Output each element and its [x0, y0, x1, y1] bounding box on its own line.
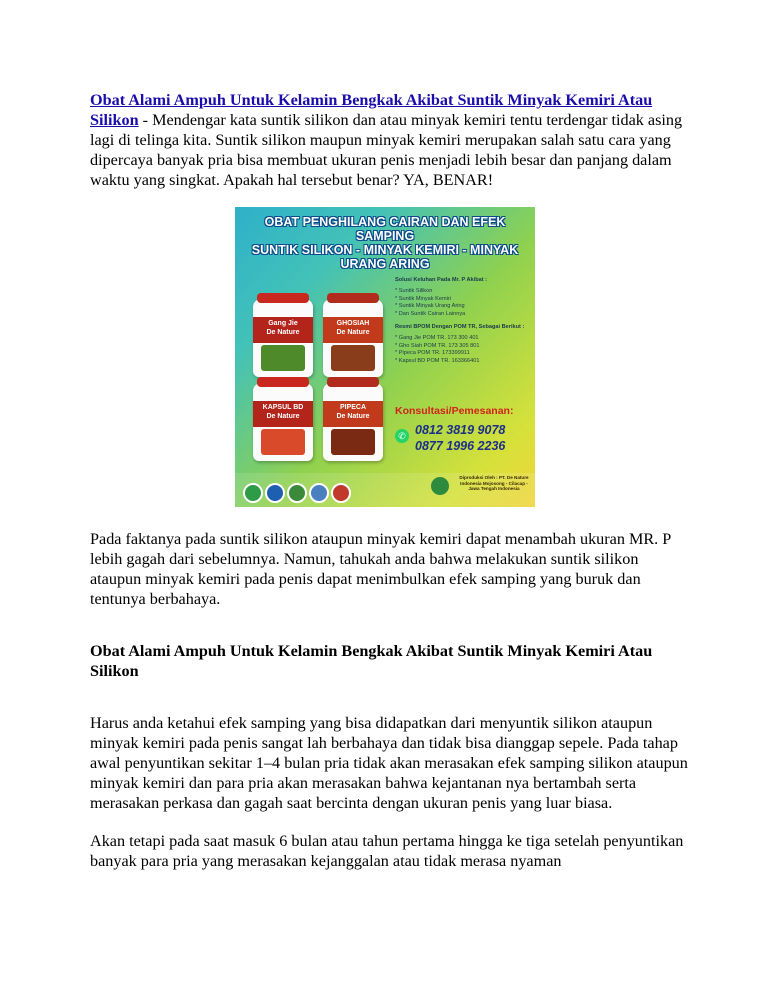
quality-badge-icon — [309, 483, 329, 503]
article-title-link[interactable]: Obat Alami Ampuh Untuk Kelamin Bengkak Akibat Suntik Minyak Kemiri Atau Silikon — [90, 91, 653, 129]
phone-numbers: 0812 3819 9078 0877 1996 2236 — [415, 423, 506, 453]
product-jar-ghosiah: GHOSIAH De Nature — [323, 299, 383, 377]
product-jar-pipeca: PIPECA De Nature — [323, 383, 383, 461]
article — [90, 90, 690, 871]
halal-badge-icon — [287, 483, 307, 503]
product-image — [235, 207, 535, 507]
intro-text: - Mendengar kata suntik silikon dan atau minyak kemiri tentu terdengar tidak asing lagi di telinga kita. Suntik silikon maupun minyak kemiri merupakan salah satu cara yang dipercaya banyak pria bisa membuat ukuran penis menjadi lebih besar dan panjang dalam waktu yang singkat. Apakah hal tersebut benar? YA, BENAR! — [90, 111, 683, 189]
product-info: Solusi Keluhan Pada Mr. P Akibat : * Suntik Silikon * Suntik Minyak Kemiri * Suntik Minyak Urang Aring * Dan Suntik Cairan Lainnya Resmi BPOM Dengan POM TR, Sebagai Berikut : * Gang Jie POM TR. 173 300 401 * Gho Siah POM TR. 173 305 801 * Pipeca POM TR. 173399911 * Kapsul BD POM TR. 163366401 — [395, 277, 525, 364]
paragraph-3: Harus anda ketahui efek samping yang bisa didapatkan dari menyuntik silikon ataupun minyak kemiri pada penis sangat lah berbahaya dan tidak bisa dianggap sepele. Pada tahap awal penyuntikan sekitar 1–4 bulan pria tidak akan merasakan efek samping silikon ataupun minyak kemiri dan para pria akan merasakan bahwa kejantanan nya bertambah serta merasakan perkasa dan gagah saat bercinta dengan ukuran penis yang luar biasa. — [90, 714, 688, 812]
bpom-badge-icon — [331, 483, 351, 503]
iso-badge-icon — [265, 483, 285, 503]
image-title: OBAT PENGHILANG CAIRAN DAN EFEK SAMPING SUNTIK SILIKON - MINYAK KEMIRI - MINYAK URANG ARING — [251, 215, 519, 271]
intro-paragraph — [90, 90, 690, 190]
paragraph-4: Akan tetapi pada saat masuk 6 bulan atau tahun pertama hingga ke tiga setelah penyuntikan banyak para pria yang merasakan kejanggalan atau tidak merasa nyaman — [90, 832, 684, 870]
whatsapp-icon: ✆ — [395, 429, 409, 443]
section-heading: Obat Alami Ampuh Untuk Kelamin Bengkak Akibat Suntik Minyak Kemiri Atau Silikon — [90, 642, 653, 680]
paragraph-2: Pada faktanya pada suntik silikon ataupun minyak kemiri dapat menambah ukuran MR. P lebih gagah dari sebelumnya. Namun, tahukah anda bahwa melakukan suntik silikon ataupun minyak kemiri pada penis dapat menimbulkan efek samping yang buruk dan tentunya berbahaya. — [90, 530, 671, 608]
product-jar-kapsul-bd: KAPSUL BD De Nature — [253, 383, 313, 461]
certification-badge-icon — [243, 483, 263, 503]
producer-logo-icon — [431, 477, 449, 495]
producer-text: Diproduksi Oleh : PT. De Nature Indonesia Mojosong - Cilacap - Jawa Tengah Indonesia — [459, 475, 529, 492]
consult-label: Konsultasi/Pemesanan: — [395, 405, 514, 417]
product-jar-gang-jie: Gang Jie De Nature — [253, 299, 313, 377]
